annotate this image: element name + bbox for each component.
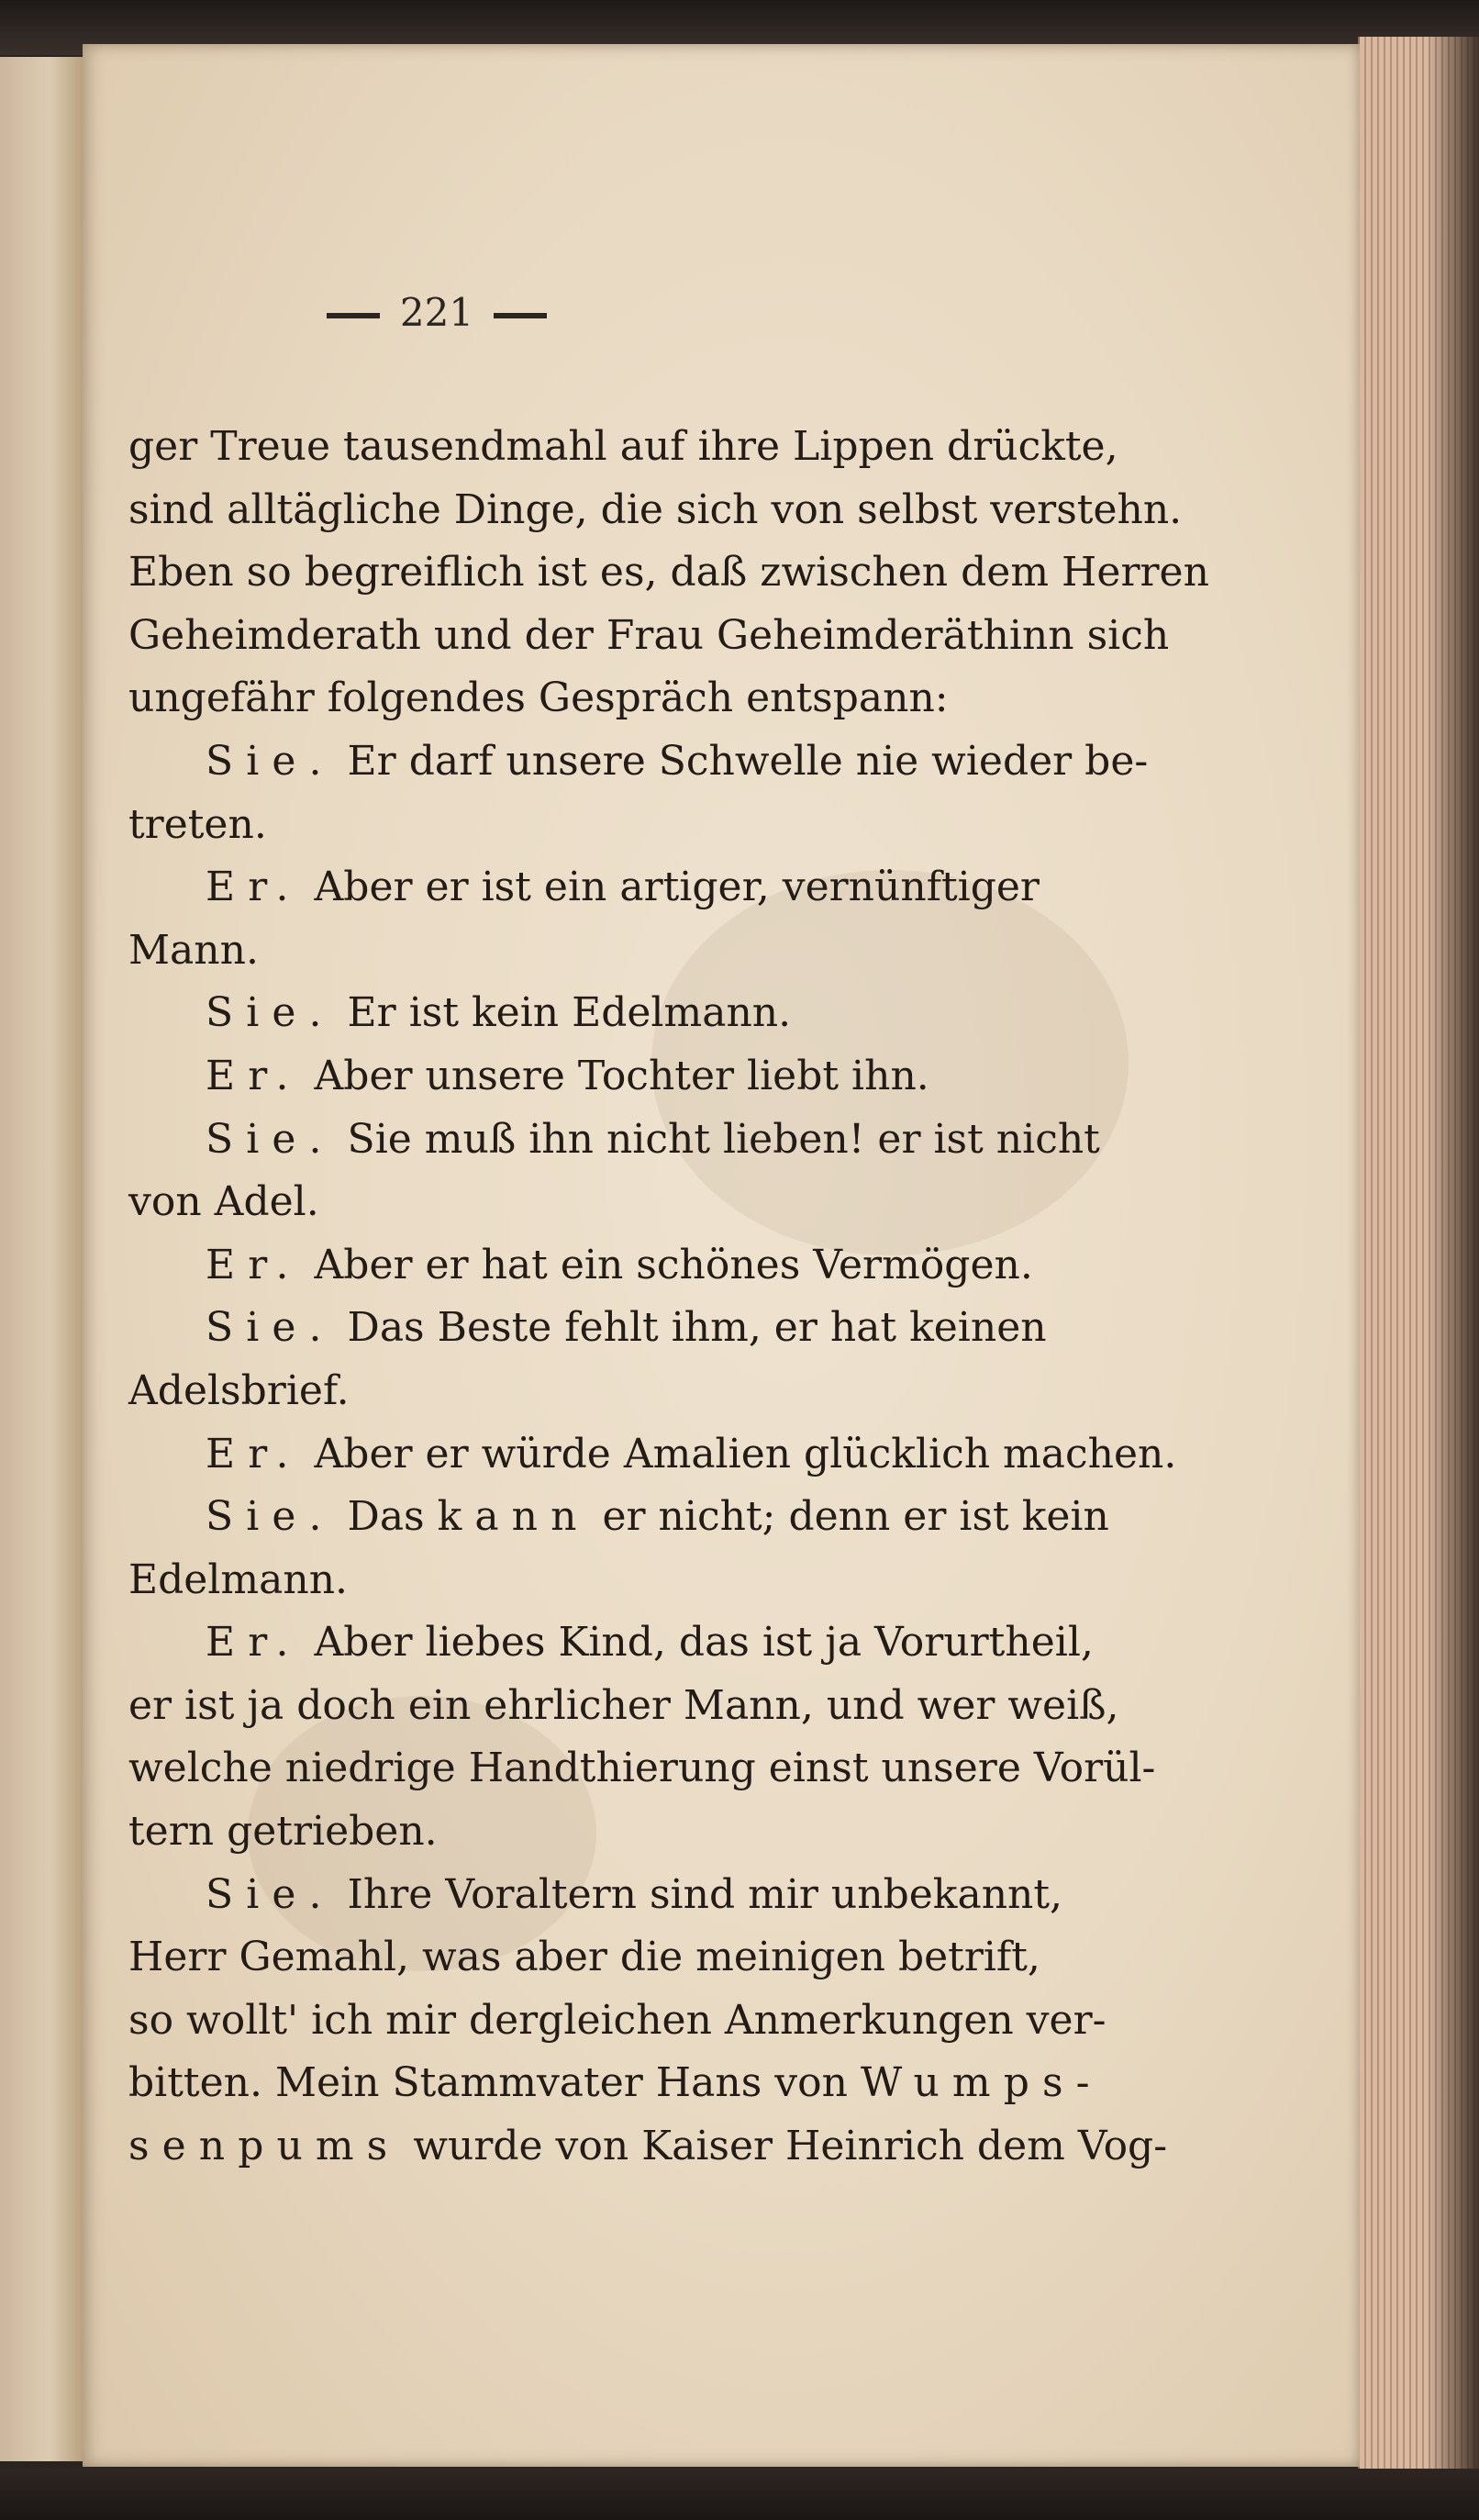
text-run: Aber er hat ein schönes Vermögen. [301, 1241, 1033, 1288]
text-line [128, 1297, 1303, 1360]
text-line [128, 2115, 1303, 2179]
text-run: ger Treue tausendmahl auf ihre Lippen drückte, [128, 423, 1118, 470]
spaced-word: Sie. [206, 1870, 335, 1918]
text-run: Eben so begreiflich ist es, daß zwischen dem Herren [128, 549, 1209, 597]
text-line [128, 416, 1303, 479]
text-run: wurde von Kaiser Heinrich dem Vog- [400, 2123, 1168, 2170]
page-number-dash-right [494, 313, 547, 318]
text-run: Er darf unsere Schwelle nie wieder be- [334, 737, 1149, 785]
text-run: welche niedrige Handthierung einst unsere Vorül- [128, 1745, 1156, 1792]
spaced-word: Sie. [206, 1493, 335, 1541]
text-run: so wollt' ich mir dergleichen Anmerkungen ver- [128, 1996, 1106, 2044]
text-line [128, 1360, 1303, 1423]
text-run: tern getrieben. [128, 1808, 438, 1856]
text-line [128, 794, 1303, 857]
text-line [128, 1234, 1303, 1298]
text-run: Adelsbrief. [128, 1366, 350, 1414]
body-text [128, 416, 1303, 2179]
text-run: ungefähr folgendes Gespräch entspann: [128, 675, 949, 722]
text-line [128, 1675, 1303, 1738]
page-number-dash-left [327, 313, 380, 318]
text-run: Ihre Voraltern sind mir unbekannt, [334, 1870, 1063, 1918]
scan-background-bottom [0, 2469, 1479, 2520]
text-run: bitten. Mein Stammvater Hans von [128, 2059, 861, 2107]
text-run: Aber liebes Kind, das ist ja Vorurtheil, [301, 1619, 1094, 1667]
text-run: Aber er würde Amalien glücklich machen. [301, 1430, 1177, 1477]
text-line [128, 1611, 1303, 1675]
spaced-word: Er. [206, 1619, 302, 1667]
text-run: Edelmann. [128, 1555, 349, 1603]
text-line [128, 1990, 1303, 2053]
text-run: Das Beste fehlt ihm, er hat keinen [334, 1304, 1047, 1352]
text-run: Aber unsere Tochter liebt ihn. [301, 1052, 929, 1099]
spaced-word: kann [437, 1493, 590, 1541]
facing-page-edge [0, 57, 85, 2461]
text-line [128, 1549, 1303, 1612]
text-run: Aber er ist ein artiger, vernünftiger [301, 864, 1040, 911]
text-line [128, 541, 1303, 605]
spaced-word: Er. [206, 1430, 302, 1477]
spaced-word: Sie. [206, 1115, 335, 1163]
spaced-word: Er. [206, 1052, 302, 1099]
text-run: Geheimderath und der Frau Geheimderäthinn sich [128, 611, 1170, 659]
text-run: er ist ja doch ein ehrlicher Mann, und wer weiß, [128, 1681, 1119, 1729]
text-line [128, 667, 1303, 730]
text-run: sind alltägliche Dinge, die sich von selbst verstehn. [128, 485, 1183, 533]
text-line [128, 730, 1303, 794]
text-run: Mann. [128, 926, 259, 974]
text-line [128, 1171, 1303, 1234]
book-edge-shadow [1427, 37, 1479, 2469]
text-line [128, 1486, 1303, 1549]
spaced-word: Wumps- [860, 2059, 1103, 2107]
text-run: Herr Gemahl, was aber die meinigen betrift, [128, 1934, 1040, 1981]
text-run: Sie muß ihn nicht lieben! er ist nicht [334, 1115, 1100, 1163]
text-line [128, 1109, 1303, 1172]
spaced-word: Sie. [206, 989, 335, 1037]
text-line [128, 1864, 1303, 1927]
spaced-word: senpums [128, 2123, 401, 2170]
spaced-word: Sie. [206, 737, 335, 785]
text-line [128, 982, 1303, 1045]
text-line [128, 1423, 1303, 1487]
book-page [83, 44, 1360, 2467]
spaced-word: Sie. [206, 1304, 335, 1352]
text-run: von Adel. [128, 1178, 319, 1226]
text-line [128, 1926, 1303, 1990]
text-line [128, 1801, 1303, 1864]
text-run: er nicht; denn er ist kein [589, 1493, 1109, 1541]
text-line [128, 2052, 1303, 2115]
text-run: Das [334, 1493, 438, 1541]
spaced-word: Er. [206, 864, 302, 911]
text-line [128, 1737, 1303, 1801]
page-number-value: 221 [399, 290, 474, 335]
text-line [128, 605, 1303, 668]
text-line [128, 1045, 1303, 1109]
spaced-word: Er. [206, 1241, 302, 1288]
text-line [128, 856, 1303, 920]
text-line [128, 479, 1303, 542]
page-number [0, 290, 1075, 335]
text-run: Er ist kein Edelmann. [334, 989, 792, 1037]
text-line [128, 920, 1303, 983]
text-run: treten. [128, 800, 267, 848]
